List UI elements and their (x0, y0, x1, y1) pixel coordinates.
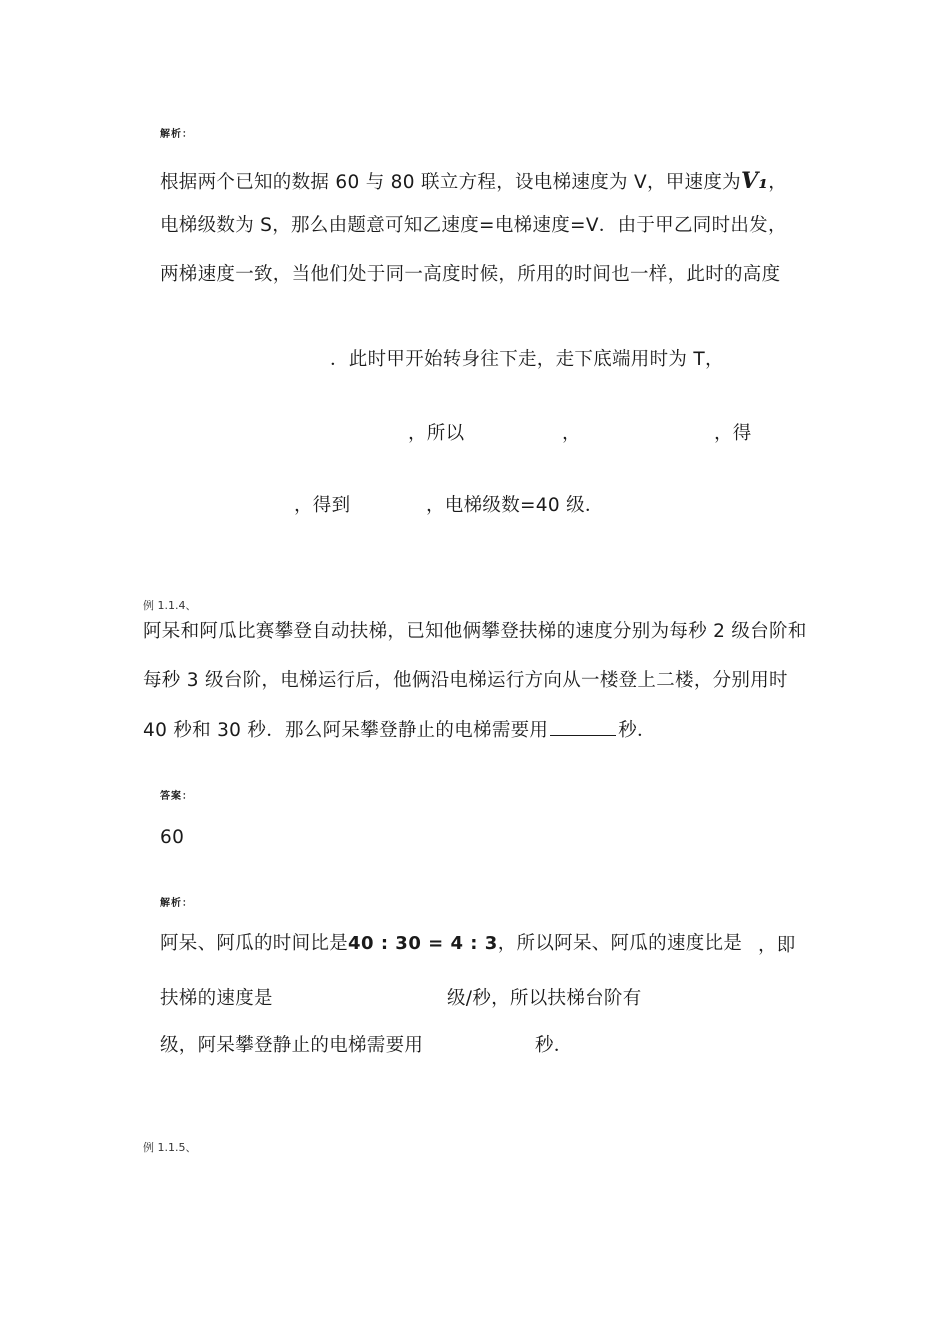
math-ratio: 40 : 30 = 4 : 3 (348, 933, 498, 954)
analysis-line-3b: 秒． (535, 1035, 573, 1056)
analysis-line-3a: 级，阿呆攀登静止的电梯需要用 (160, 1035, 424, 1056)
question-text: 秒． (618, 720, 656, 741)
analysis-line-6a: ，得到 (294, 495, 351, 516)
analysis-text: 阿呆、阿瓜的时间比是 (160, 933, 349, 954)
analysis-line-2: 电梯级数为 S，那么由题意可知乙速度=电梯速度=V．由于甲乙同时出发， (160, 215, 787, 236)
question-line-1: 阿呆和阿瓜比赛攀登自动扶梯，已知他俩攀登扶梯的速度分别为每秒 2 级台阶和 (143, 621, 807, 642)
analysis-line-1 (160, 170, 787, 193)
analysis-label: 解析： (160, 129, 193, 140)
analysis-text: ，所以阿呆、阿瓜的速度比是 (497, 933, 743, 954)
analysis-text: 根据两个已知的数据 60 与 80 联立方程，设电梯速度为 V，甲速度为 (160, 172, 741, 193)
analysis-line-3: 两梯速度一致，当他们处于同一高度时候，所用的时间也一样，此时的高度 (160, 264, 781, 285)
analysis-line-5c: ，得 (714, 423, 752, 444)
analysis-line-2b: 级/秒，所以扶梯台阶有 (447, 988, 642, 1009)
answer-value: 60 (160, 827, 185, 848)
analysis-line-6b: ，电梯级数=40 级． (426, 495, 604, 516)
analysis-line-2a: 扶梯的速度是 (160, 988, 273, 1009)
analysis-line-1 (160, 935, 742, 954)
analysis-line-4: ．此时甲开始转身往下走，走下底端用时为 T， (330, 349, 724, 370)
question-text: 40 秒和 30 秒．那么阿呆攀登静止的电梯需要用 (143, 720, 549, 741)
answer-label: 答案： (160, 791, 193, 802)
analysis-line-5a: ，所以 (408, 423, 465, 444)
analysis-label: 解析： (160, 898, 193, 909)
example-label: 例 1.1.5、 (143, 1141, 197, 1154)
example-label: 例 1.1.4、 (143, 599, 197, 612)
math-v1: V₁ (740, 168, 769, 194)
question-line-3 (143, 722, 656, 741)
analysis-text: ， (768, 172, 788, 193)
answer-blank (550, 734, 616, 736)
question-line-2: 每秒 3 级台阶，电梯运行后，他俩沿电梯运行方向从一楼登上二楼，分别用时 (143, 670, 788, 691)
analysis-line-1c: ，即 (758, 935, 796, 956)
analysis-line-5b: ， (562, 423, 581, 444)
